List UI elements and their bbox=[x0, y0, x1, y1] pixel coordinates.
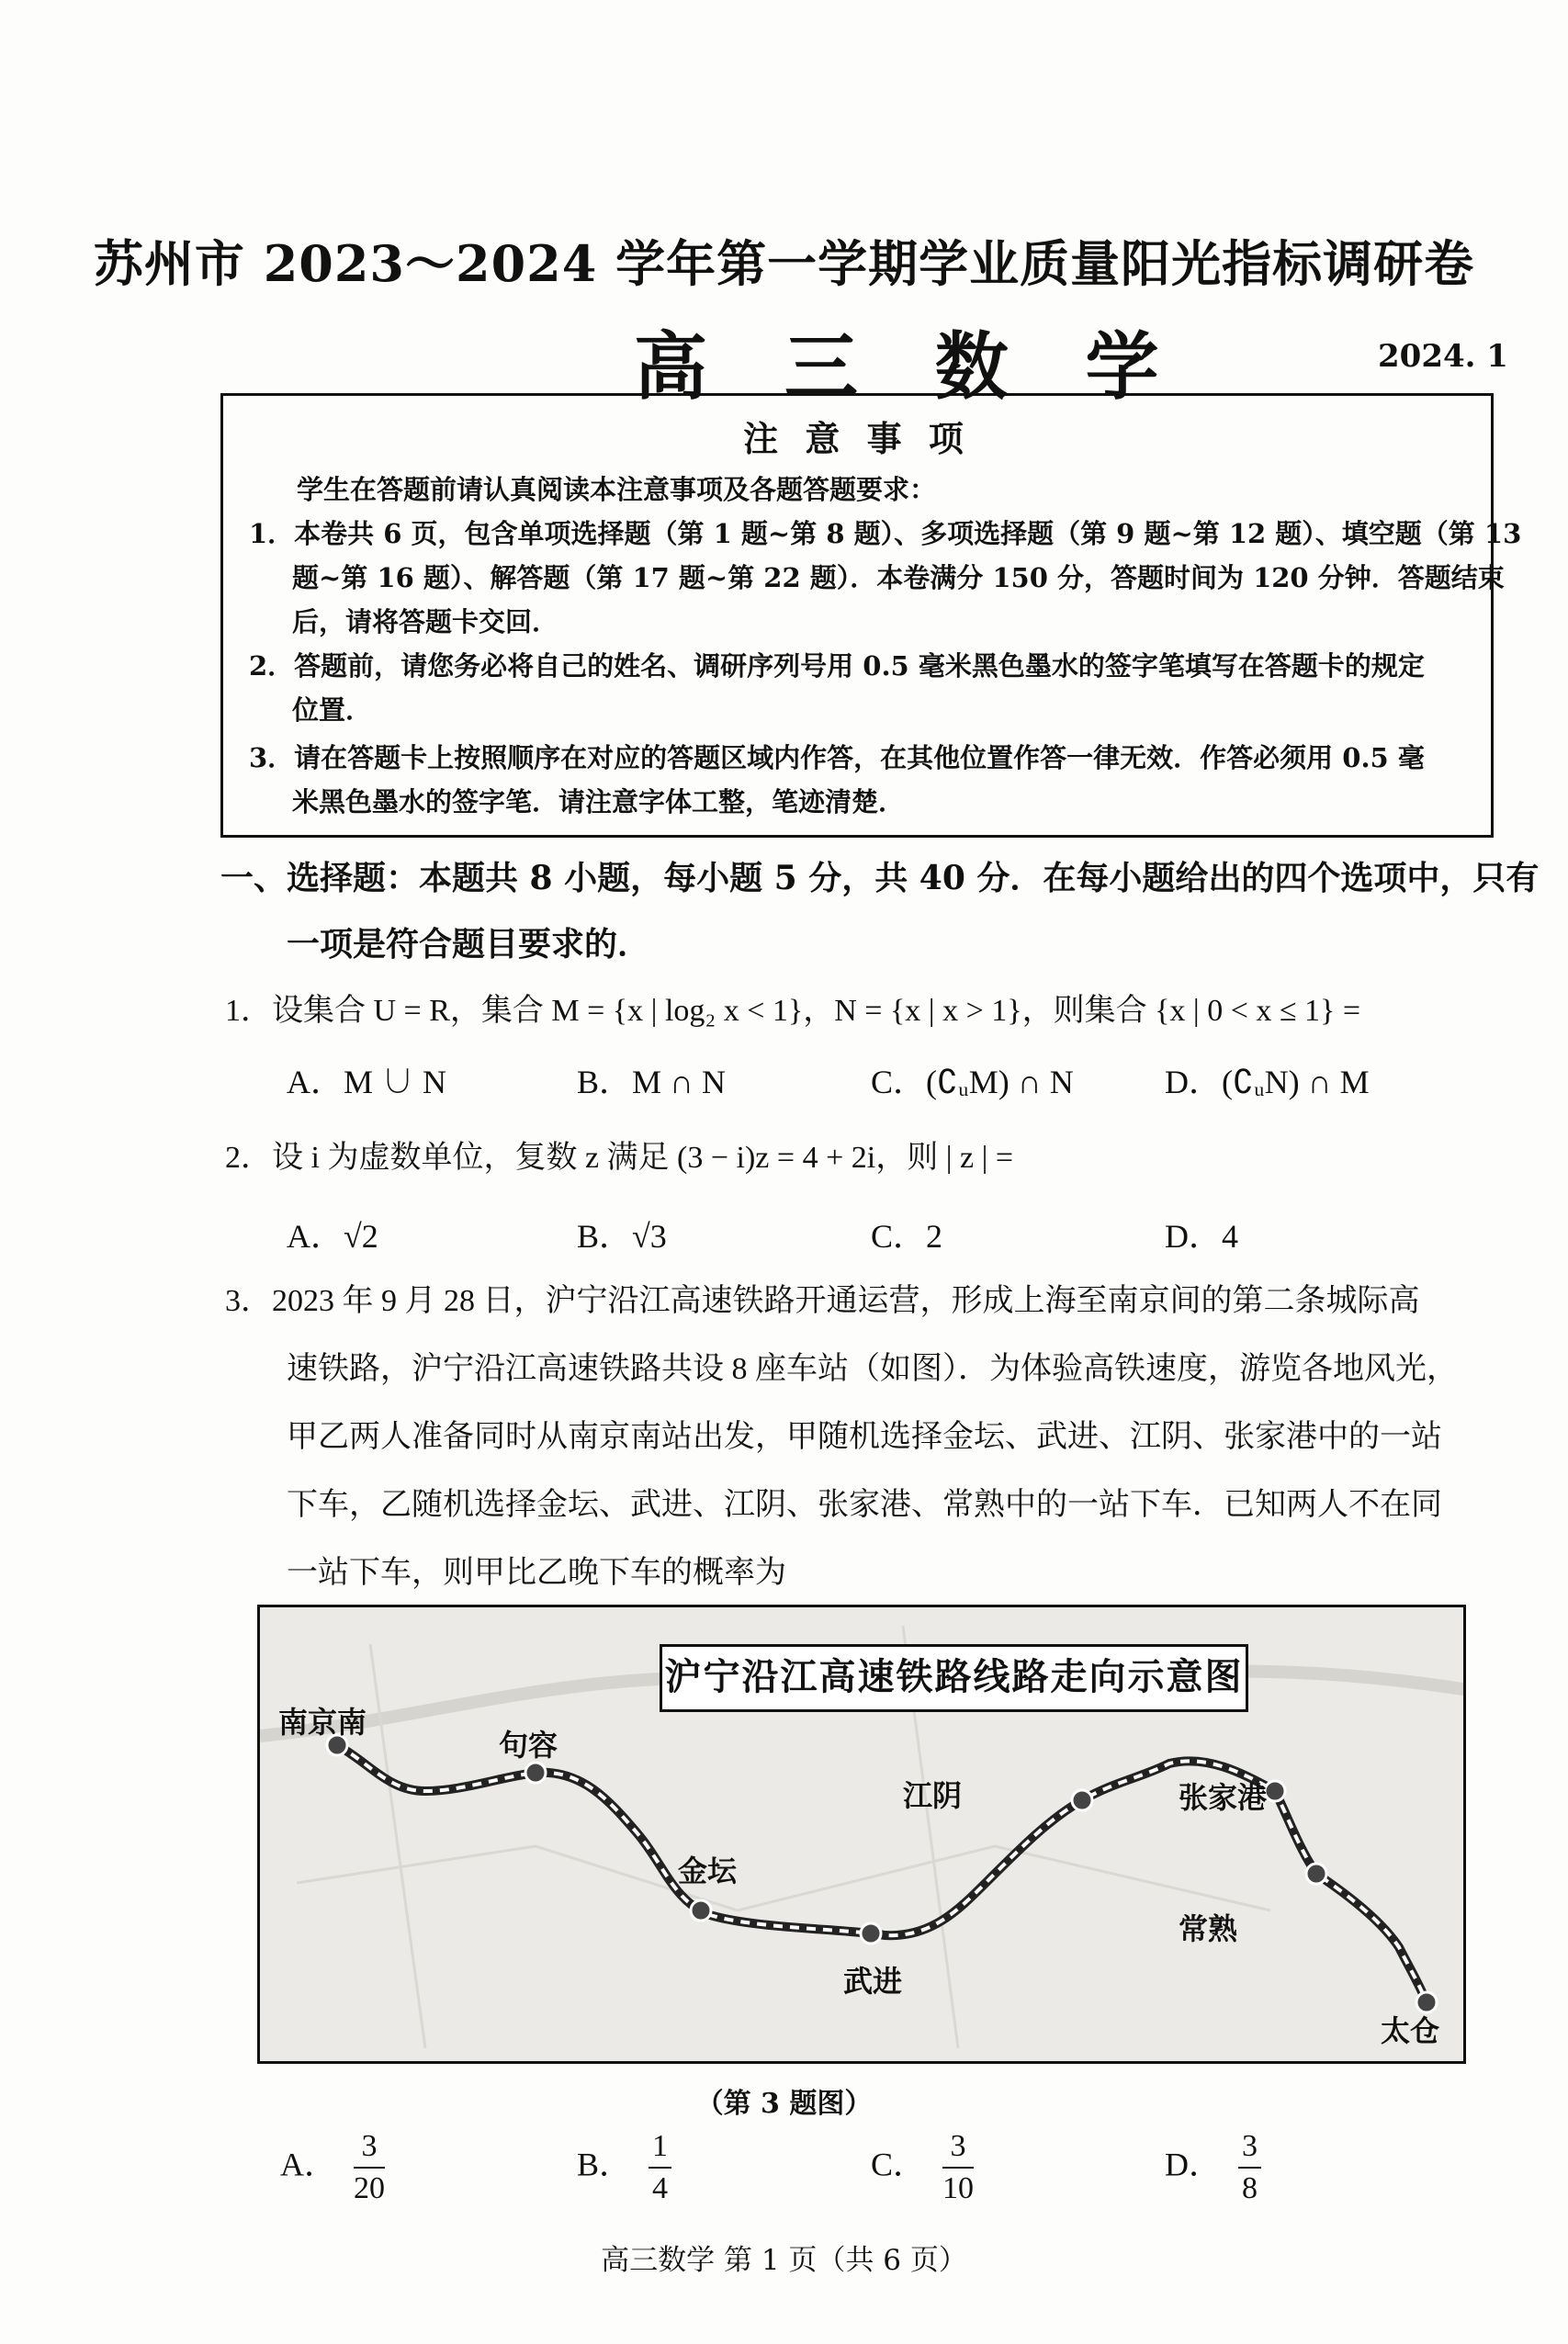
station-label: 句容 bbox=[499, 1728, 558, 1763]
q1-stem: 1．设集合 U = R，集合 M = {x | log₂ x < 1}，N = {x | x > 1}，则集合 {x | 0 < x ≤ 1} = bbox=[225, 994, 1361, 1028]
denominator: 10 bbox=[942, 2171, 975, 2205]
fraction bbox=[1238, 2126, 1261, 2209]
station-marker bbox=[525, 1763, 546, 1783]
q3-option-b bbox=[577, 2126, 671, 2209]
fraction bbox=[354, 2126, 385, 2209]
station-label: 金坛 bbox=[678, 1854, 738, 1888]
denominator: 20 bbox=[354, 2171, 385, 2205]
station-marker bbox=[1306, 1864, 1326, 1884]
notice-box bbox=[220, 393, 1522, 838]
q2-option-a: A．√2 bbox=[287, 1218, 378, 1255]
exam-title: 苏州市 2023～2024 学年第一学期学业质量阳光指标调研卷 bbox=[93, 234, 1475, 293]
option-letter: B． bbox=[577, 2146, 633, 2183]
station-label: 江阴 bbox=[903, 1778, 963, 1813]
station-label: 南京南 bbox=[278, 1705, 367, 1740]
numerator: 3 bbox=[942, 2126, 974, 2169]
figure-caption: （第 3 题图） bbox=[695, 2088, 873, 2120]
fraction bbox=[942, 2126, 974, 2209]
q2-option-b: B．√3 bbox=[577, 1218, 667, 1255]
station-marker bbox=[861, 1923, 881, 1944]
notice-line: 1．本卷共 6 页，包含单项选择题（第 1 题~第 8 题）、多项选择题（第 9 题~第 12 题）、填空题（第 13 bbox=[249, 518, 1522, 549]
section-heading-cont: 一项是符合题目要求的． bbox=[287, 925, 651, 964]
notice-line: 米黑色墨水的签字笔．请注意字体工整，笔迹清楚． bbox=[292, 786, 906, 817]
station-label: 武进 bbox=[843, 1964, 903, 1999]
denominator: 8 bbox=[1242, 2171, 1258, 2205]
notice-line: 3．请在答题卡上按照顺序在对应的答题区域内作答，在其他位置作答一律无效．作答必须用 0.5 毫 bbox=[249, 742, 1425, 773]
station-marker bbox=[1265, 1781, 1285, 1801]
q1-option-c: C．(∁ᵤM) ∩ N bbox=[871, 1064, 1074, 1100]
option-letter: A． bbox=[280, 2146, 337, 2183]
q3-line: 3．2023 年 9 月 28 日，沪宁沿江高速铁路开通运营，形成上海至南京间的第二条城际高 bbox=[225, 1284, 1420, 1318]
station-marker bbox=[1072, 1790, 1092, 1810]
station-label: 太仓 bbox=[1381, 2013, 1440, 2048]
option-letter: C． bbox=[871, 2146, 927, 2183]
notice-line: 2．答题前，请您务必将自己的姓名、调研序列号用 0.5 毫米黑色墨水的签字笔填写在答题卡的规定 bbox=[249, 650, 1425, 682]
notice-line: 位置． bbox=[292, 694, 373, 726]
q3-option-a bbox=[280, 2126, 385, 2209]
q3-line: 速铁路，沪宁沿江高速铁路共设 8 座车站（如图）．为体验高铁速度，游览各地风光， bbox=[287, 1352, 1458, 1386]
section-heading: 一、选择题：本题共 8 小题，每小题 5 分，共 40 分．在每小题给出的四个选项中，只有 bbox=[220, 859, 1540, 897]
subject-title: 高 三 数 学 bbox=[634, 323, 1185, 410]
numerator: 3 bbox=[354, 2126, 385, 2169]
q2-option-c: C．2 bbox=[871, 1218, 943, 1255]
notice-title: 注 意 事 项 bbox=[743, 418, 971, 459]
q2-stem: 2．设 i 为虚数单位，复数 z 满足 (3 − i)z = 4 + 2i，则 | z | = bbox=[225, 1141, 1014, 1175]
fraction bbox=[649, 2126, 671, 2209]
exam-date: 2024. 1 bbox=[1378, 338, 1508, 375]
page-footer: 高三数学 第 1 页（共 6 页） bbox=[601, 2244, 967, 2277]
q1-option-d: D．(∁ᵤN) ∩ M bbox=[1165, 1064, 1370, 1100]
notice-line: 题~第 16 题）、解答题（第 17 题~第 22 题）．本卷满分 150 分，答题时间为 120 分钟．答题结束 bbox=[292, 562, 1505, 593]
numerator: 3 bbox=[1238, 2126, 1261, 2169]
station-label: 常熟 bbox=[1179, 1911, 1238, 1946]
q3-option-d bbox=[1165, 2126, 1261, 2209]
q2-option-d: D．4 bbox=[1165, 1218, 1238, 1255]
railway-map bbox=[257, 1605, 1466, 2064]
map-title: 沪宁沿江高速铁路线路走向示意图 bbox=[660, 1644, 1248, 1712]
q3-line: 下车，乙随机选择金坛、武进、江阴、张家港、常熟中的一站下车．已知两人不在同 bbox=[287, 1488, 1442, 1522]
station-label: 张家港 bbox=[1179, 1780, 1268, 1815]
denominator: 4 bbox=[652, 2171, 669, 2205]
road bbox=[370, 1644, 425, 2048]
numerator: 1 bbox=[649, 2126, 671, 2169]
q3-option-c bbox=[871, 2126, 974, 2209]
notice-line: 学生在答题前请认真阅读本注意事项及各题答题要求： bbox=[297, 474, 937, 505]
option-letter: D． bbox=[1165, 2146, 1222, 2183]
q1-option-a: A．M ∪ N bbox=[287, 1064, 447, 1100]
q1-option-b: B．M ∩ N bbox=[577, 1064, 727, 1100]
notice-line: 后，请将答题卡交回． bbox=[292, 606, 559, 637]
road bbox=[297, 1846, 1270, 1910]
q3-line: 一站下车，则甲比乙晚下车的概率为 bbox=[287, 1556, 786, 1590]
station-marker bbox=[691, 1900, 711, 1921]
q3-line: 甲乙两人准备同时从南京南站出发，甲随机选择金坛、武进、江阴、张家港中的一站 bbox=[287, 1420, 1442, 1454]
